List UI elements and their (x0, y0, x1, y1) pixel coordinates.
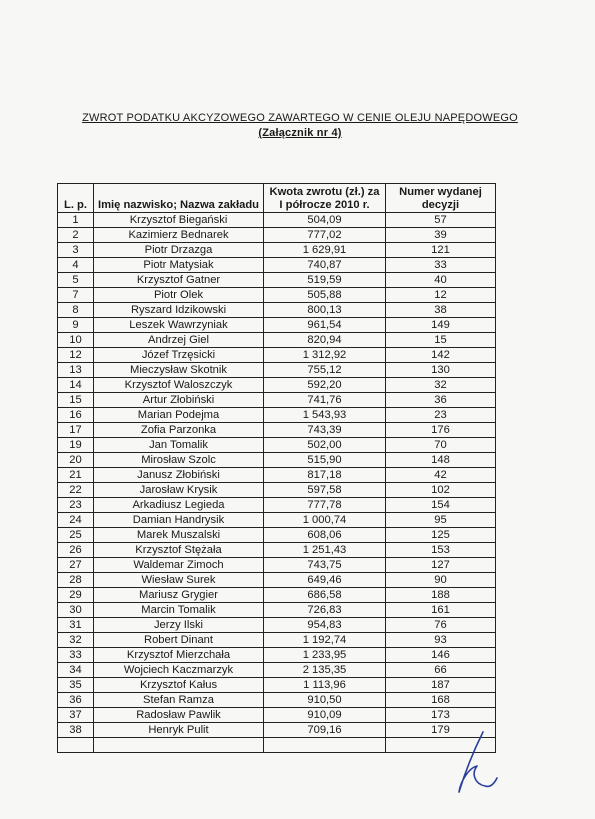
cell-amount: 800,13 (264, 303, 386, 318)
cell-decision: 32 (386, 378, 496, 393)
table-row (58, 588, 496, 603)
table-row (58, 663, 496, 678)
cell-name: Zofia Parzonka (94, 423, 264, 438)
header-decision-line2: decyzji (421, 199, 460, 211)
table-row (58, 513, 496, 528)
cell-amount: 777,02 (264, 228, 386, 243)
cell-amount: 740,87 (264, 258, 386, 273)
cell-lp: 29 (58, 588, 94, 603)
cell-lp: 22 (58, 483, 94, 498)
cell-decision: 127 (386, 558, 496, 573)
cell-decision: 66 (386, 663, 496, 678)
table-row (58, 453, 496, 468)
cell-amount: 820,94 (264, 333, 386, 348)
cell-amount: 1 543,93 (264, 408, 386, 423)
cell-lp: 37 (58, 708, 94, 723)
cell-decision: 102 (386, 483, 496, 498)
table-row (58, 438, 496, 453)
cell-name: Krzysztof Waloszczyk (94, 378, 264, 393)
table-row (58, 273, 496, 288)
table-row (58, 213, 496, 228)
header-amount-line1: Kwota zwrotu (zł.) za (269, 186, 380, 198)
cell-name: Krzysztof Kałus (94, 678, 264, 693)
cell-amount: 709,16 (264, 723, 386, 738)
cell-name: Robert Dinant (94, 633, 264, 648)
cell-lp: 1 (58, 213, 94, 228)
table-row (58, 648, 496, 663)
cell-lp: 31 (58, 618, 94, 633)
cell-lp: 9 (58, 318, 94, 333)
table-row (58, 618, 496, 633)
cell-lp: 28 (58, 573, 94, 588)
cell-lp: 24 (58, 513, 94, 528)
table-row (58, 348, 496, 363)
cell-decision: 142 (386, 348, 496, 363)
cell-decision: 33 (386, 258, 496, 273)
table-row (58, 693, 496, 708)
cell-name: Mariusz Grygier (94, 588, 264, 603)
cell-amount: 505,88 (264, 288, 386, 303)
table-row (58, 528, 496, 543)
cell-decision: 187 (386, 678, 496, 693)
cell-amount: 2 135,35 (264, 663, 386, 678)
table-empty-row (58, 738, 496, 753)
cell-lp: 34 (58, 663, 94, 678)
table-row (58, 363, 496, 378)
refund-table (57, 183, 496, 753)
cell-lp: 7 (58, 288, 94, 303)
header-decision (386, 184, 496, 213)
cell-decision: 130 (386, 363, 496, 378)
table-row (58, 483, 496, 498)
table-header-row (58, 184, 496, 213)
table-row (58, 708, 496, 723)
header-lp: L. p. (58, 184, 94, 213)
cell-amount: 1 629,91 (264, 243, 386, 258)
cell-amount: 515,90 (264, 453, 386, 468)
cell-name: Jerzy Ilski (94, 618, 264, 633)
cell-lp: 27 (58, 558, 94, 573)
cell-name: Janusz Złobiński (94, 468, 264, 483)
header-amount (264, 184, 386, 213)
cell-name: Krzysztof Mierzchała (94, 648, 264, 663)
cell-name: Arkadiusz Legieda (94, 498, 264, 513)
cell-lp: 12 (58, 348, 94, 363)
cell-lp: 33 (58, 648, 94, 663)
header-name: Imię nazwisko; Nazwa zakładu (94, 184, 264, 213)
cell-lp: 25 (58, 528, 94, 543)
cell-lp: 3 (58, 243, 94, 258)
cell-name: Krzysztof Gatner (94, 273, 264, 288)
cell-name: Ryszard Idzikowski (94, 303, 264, 318)
cell-decision: 154 (386, 498, 496, 513)
cell-name: Piotr Drzazga (94, 243, 264, 258)
cell-amount: 649,46 (264, 573, 386, 588)
cell-decision: 148 (386, 453, 496, 468)
table-row (58, 408, 496, 423)
cell-decision: 95 (386, 513, 496, 528)
table-row (58, 228, 496, 243)
cell-name: Andrzej Giel (94, 333, 264, 348)
cell-amount: 741,76 (264, 393, 386, 408)
cell-lp: 10 (58, 333, 94, 348)
cell-amount: 743,39 (264, 423, 386, 438)
handwritten-signature (445, 728, 505, 798)
cell-amount: 910,09 (264, 708, 386, 723)
title-line-2: (Załącznik nr 4) (258, 127, 342, 139)
cell-name: Krzysztof Stężała (94, 543, 264, 558)
table-row (58, 243, 496, 258)
cell-lp: 4 (58, 258, 94, 273)
cell-decision: 146 (386, 648, 496, 663)
cell-amount: 954,83 (264, 618, 386, 633)
cell-name: Waldemar Zimoch (94, 558, 264, 573)
cell-lp: 35 (58, 678, 94, 693)
cell-name: Artur Złobiński (94, 393, 264, 408)
cell-name: Piotr Olek (94, 288, 264, 303)
table-row (58, 603, 496, 618)
cell-lp: 38 (58, 723, 94, 738)
cell-name: Leszek Wawrzyniak (94, 318, 264, 333)
table-row (58, 633, 496, 648)
table-row (58, 423, 496, 438)
cell-decision: 76 (386, 618, 496, 633)
cell-decision: 125 (386, 528, 496, 543)
cell-name: Józef Trzęsicki (94, 348, 264, 363)
cell-name: Henryk Pulit (94, 723, 264, 738)
cell-lp: 21 (58, 468, 94, 483)
table-row (58, 573, 496, 588)
cell-amount: 1 192,74 (264, 633, 386, 648)
cell-lp: 14 (58, 378, 94, 393)
cell-decision: 70 (386, 438, 496, 453)
cell-lp: 16 (58, 408, 94, 423)
cell-lp: 26 (58, 543, 94, 558)
cell-name: Marian Podejma (94, 408, 264, 423)
header-decision-line1: Numer wydanej (399, 186, 482, 198)
cell-lp: 32 (58, 633, 94, 648)
cell-amount: 686,58 (264, 588, 386, 603)
cell-amount: 1 251,43 (264, 543, 386, 558)
cell-decision: 188 (386, 588, 496, 603)
cell-amount: 910,50 (264, 693, 386, 708)
table-row (58, 393, 496, 408)
cell-decision: 179 (386, 723, 496, 738)
cell-amount: 777,78 (264, 498, 386, 513)
cell-amount: 608,06 (264, 528, 386, 543)
cell-decision: 39 (386, 228, 496, 243)
cell-name: Wojciech Kaczmarzyk (94, 663, 264, 678)
cell-name: Piotr Matysiak (94, 258, 264, 273)
cell-name: Jarosław Krysik (94, 483, 264, 498)
document-title (40, 112, 560, 139)
cell-decision: 161 (386, 603, 496, 618)
cell-decision: 40 (386, 273, 496, 288)
cell-decision: 121 (386, 243, 496, 258)
cell-decision: 38 (386, 303, 496, 318)
cell-decision: 153 (386, 543, 496, 558)
cell-amount: 817,18 (264, 468, 386, 483)
cell-amount: 597,58 (264, 483, 386, 498)
cell-name: Marek Muszalski (94, 528, 264, 543)
cell-name: Stefan Ramza (94, 693, 264, 708)
cell-decision: 57 (386, 213, 496, 228)
cell-name: Radosław Pawlik (94, 708, 264, 723)
table-row (58, 288, 496, 303)
cell-name: Marcin Tomalik (94, 603, 264, 618)
cell-amount: 961,54 (264, 318, 386, 333)
table-row (58, 723, 496, 738)
cell-name: Kazimierz Bednarek (94, 228, 264, 243)
cell-decision: 176 (386, 423, 496, 438)
cell-decision: 15 (386, 333, 496, 348)
cell-amount: 1 113,96 (264, 678, 386, 693)
cell-name: Krzysztof Biegański (94, 213, 264, 228)
table-row (58, 468, 496, 483)
title-line-1: ZWROT PODATKU AKCYZOWEGO ZAWARTEGO W CENIE OLEJU NAPĘDOWEGO (82, 112, 518, 124)
cell-amount: 519,59 (264, 273, 386, 288)
table-row (58, 378, 496, 393)
cell-lp: 8 (58, 303, 94, 318)
cell-lp: 23 (58, 498, 94, 513)
table-row (58, 258, 496, 273)
cell-decision: 12 (386, 288, 496, 303)
cell-decision: 149 (386, 318, 496, 333)
cell-lp: 20 (58, 453, 94, 468)
cell-lp: 15 (58, 393, 94, 408)
cell-amount: 592,20 (264, 378, 386, 393)
cell-amount: 743,75 (264, 558, 386, 573)
cell-amount: 1 312,92 (264, 348, 386, 363)
cell-lp: 36 (58, 693, 94, 708)
table-row (58, 333, 496, 348)
cell-lp: 19 (58, 438, 94, 453)
cell-decision: 90 (386, 573, 496, 588)
cell-decision: 23 (386, 408, 496, 423)
table-row (58, 498, 496, 513)
cell-decision: 173 (386, 708, 496, 723)
cell-lp: 13 (58, 363, 94, 378)
cell-lp: 2 (58, 228, 94, 243)
header-amount-line2: I półrocze 2010 r. (279, 199, 370, 211)
cell-name: Mieczysław Skotnik (94, 363, 264, 378)
table-row (58, 558, 496, 573)
cell-name: Damian Handrysik (94, 513, 264, 528)
table-row (58, 678, 496, 693)
cell-amount: 1 233,95 (264, 648, 386, 663)
cell-lp: 17 (58, 423, 94, 438)
cell-amount: 1 000,74 (264, 513, 386, 528)
cell-name: Mirosław Szolc (94, 453, 264, 468)
cell-amount: 504,09 (264, 213, 386, 228)
cell-amount: 502,00 (264, 438, 386, 453)
cell-name: Wiesław Surek (94, 573, 264, 588)
cell-decision: 42 (386, 468, 496, 483)
table-row (58, 303, 496, 318)
cell-name: Jan Tomalik (94, 438, 264, 453)
cell-decision: 168 (386, 693, 496, 708)
cell-amount: 726,83 (264, 603, 386, 618)
cell-lp: 5 (58, 273, 94, 288)
cell-decision: 36 (386, 393, 496, 408)
cell-decision: 93 (386, 633, 496, 648)
table-row (58, 543, 496, 558)
cell-lp: 30 (58, 603, 94, 618)
cell-amount: 755,12 (264, 363, 386, 378)
table-row (58, 318, 496, 333)
